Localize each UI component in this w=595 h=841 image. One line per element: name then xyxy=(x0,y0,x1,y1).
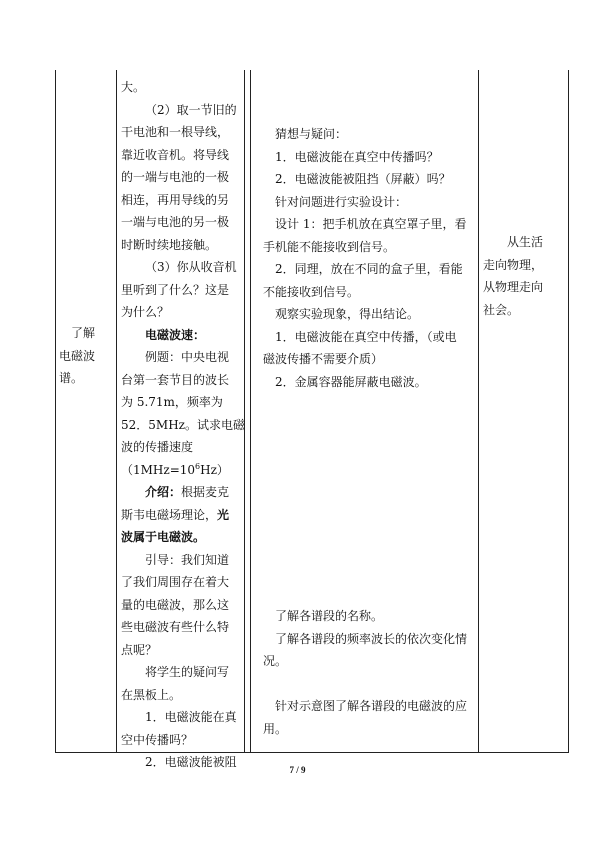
objective-line: 谱。 xyxy=(59,371,84,385)
text-line: 2．电磁波能被阻挡（屏蔽）吗？ xyxy=(275,172,451,186)
text-line: 猜想与疑问： xyxy=(275,127,348,141)
text-line: 大。 xyxy=(121,80,146,94)
text-line: 引导：我们知道 xyxy=(145,552,230,567)
text-line: 从生活 xyxy=(507,235,544,249)
text-line: 里听到了什么？这是 xyxy=(121,282,230,297)
column-divider-2 xyxy=(244,70,245,752)
text-line: 从物理走向 xyxy=(483,280,544,294)
intro-line xyxy=(121,504,243,527)
text-line: 针对问题进行实验设计： xyxy=(275,194,408,209)
text-line: （2）取一节旧的 xyxy=(145,102,237,117)
intro-label: 介绍： xyxy=(145,485,182,499)
objective-line: 电磁波 xyxy=(59,348,96,363)
text-line: 磁波传播不需要介质） xyxy=(263,352,384,366)
table-border-right xyxy=(568,70,569,752)
text-line: 为 5.71m，频率为 xyxy=(121,395,223,409)
formula-unit: Hz） xyxy=(200,462,229,477)
section-heading: 电磁波速： xyxy=(145,327,206,342)
text-line: 1．电磁波能在真空中传播吗？ xyxy=(275,149,439,164)
design-intent-cell xyxy=(483,231,567,321)
text-line: 量的电磁波，那么这 xyxy=(121,597,230,612)
table-border-left xyxy=(55,70,56,752)
text-line: 52．5MHz。试求电磁 xyxy=(121,417,245,432)
text-line: 况。 xyxy=(263,654,288,668)
text-line: 波的传播速度 xyxy=(121,440,194,454)
objective-cell xyxy=(59,322,115,390)
blank-line xyxy=(263,673,477,696)
text-line: 设计 1：把手机放在真空罩子里，看 xyxy=(275,217,467,231)
intro-emphasis: 光 xyxy=(217,507,230,522)
text-line: 靠近收音机。将导线 xyxy=(121,147,230,162)
text-line: 1．电磁波能在真 xyxy=(145,710,237,724)
text-line: 针对示意图了解各谱段的电磁波的应 xyxy=(275,699,468,713)
text-line: 了解各谱段的频率波长的依次变化情 xyxy=(275,631,468,646)
formula-exponent: 6 xyxy=(195,461,201,471)
text-line: 台第一套节目的波长 xyxy=(121,372,230,387)
text-line: 2．同理，放在不同的盒子里，看能 xyxy=(275,262,463,276)
text-line: 2．金属容器能屏蔽电磁波。 xyxy=(275,374,427,389)
text-line: 一端与电池的另一极 xyxy=(121,215,230,229)
intro-text: 斯韦电磁场理论， xyxy=(121,507,218,522)
student-activity-lower xyxy=(263,605,477,740)
formula-line xyxy=(121,459,243,482)
text-line: 走向物理， xyxy=(483,257,544,272)
page-number: 7 / 9 xyxy=(289,765,306,775)
text-line: 例题：中央电视 xyxy=(145,350,230,364)
text-line: 不能接收到信号。 xyxy=(263,284,360,299)
intro-text: 根据麦克 xyxy=(181,485,230,499)
text-line: 用。 xyxy=(263,721,288,736)
column-divider-1 xyxy=(116,70,117,752)
text-line: 观察实验现象，得出结论。 xyxy=(275,307,420,321)
text-line: 手机能不能接收到信号。 xyxy=(263,239,396,254)
text-line: 社会。 xyxy=(483,302,520,317)
text-line: 的一端与电池的一极 xyxy=(121,170,230,184)
lesson-table xyxy=(55,70,569,769)
formula-base: （1MHz=10 xyxy=(121,462,196,477)
text-line: 1．电磁波能在真空中传播，（或电 xyxy=(275,329,457,344)
teacher-activity-cell xyxy=(121,76,243,774)
text-line: （3）你从收音机 xyxy=(145,260,237,274)
objective-line: 了解 xyxy=(71,326,96,340)
intro-emphasis: 波属于电磁波。 xyxy=(121,530,206,544)
text-line: 相连，再用导线的另 xyxy=(121,192,230,207)
column-divider-4 xyxy=(478,70,479,752)
text-line: 点呢？ xyxy=(121,642,158,657)
text-line: 为什么？ xyxy=(121,305,170,319)
text-line: 干电池和一根导线， xyxy=(121,125,230,139)
text-line: 时断时续地接触。 xyxy=(121,237,218,252)
text-line: 空中传播吗？ xyxy=(121,732,194,747)
column-divider-3 xyxy=(250,70,251,752)
text-line: 了我们周围存在着大 xyxy=(121,575,230,589)
student-activity-upper xyxy=(263,123,477,393)
text-line: 2．电磁波能被阻 xyxy=(145,755,237,769)
text-line: 在黑板上。 xyxy=(121,687,182,702)
intro-line xyxy=(121,481,243,504)
text-line: 了解各谱段的名称。 xyxy=(275,609,384,623)
text-line: 将学生的疑问写 xyxy=(145,665,230,679)
text-line: 些电磁波有些什么特 xyxy=(121,620,230,634)
